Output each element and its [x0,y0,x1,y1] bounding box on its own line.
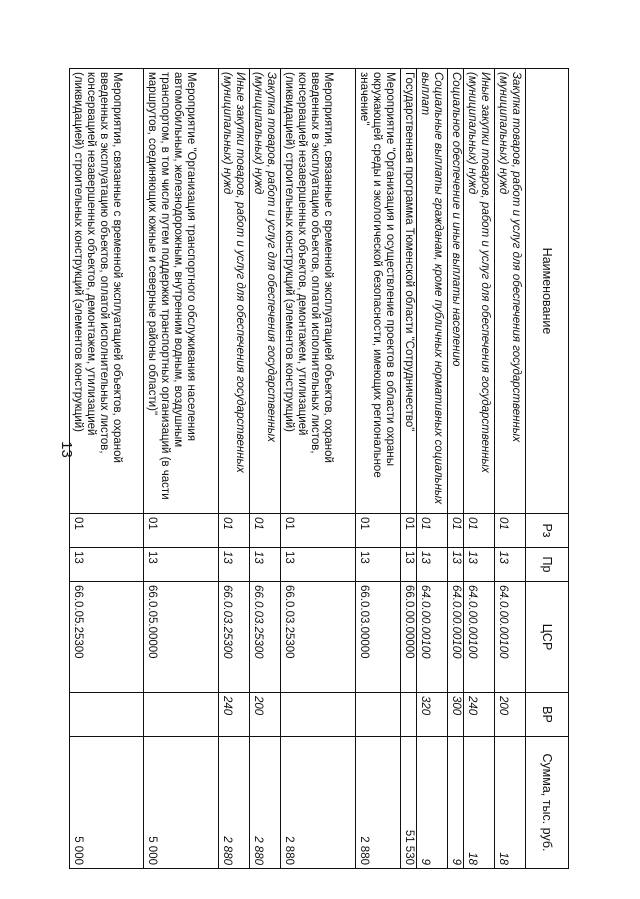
cell-vr [281,693,356,737]
cell-name: Закупка товаров, работ и услуг для обеспечения государственных (муниципальных) нужд [250,69,281,514]
table-row [417,69,448,869]
page-number: 13 [57,441,75,458]
cell-csr: 64.0.00.00100 [464,582,495,693]
cell-pr: 13 [70,548,144,582]
cell-name: Мероприятие "Организация транспортного обслуживания населения автомобильным, железнодорожным, внутренним водным, воздушным транспортом, в том числе путем поддержки транспортных организаций (в части маршрутов, соединяющих южные и северные районы области)" [144,69,219,514]
cell-csr: 64.0.00.00100 [417,582,448,693]
header-vr: ВР [526,693,569,737]
table-row [219,69,250,869]
cell-pr: 13 [448,548,464,582]
cell-name: Иные закупки товаров, работ и услуг для обеспечения государственных (муниципальных) нужд [464,69,495,514]
cell-pr: 13 [356,548,401,582]
budget-table [69,68,569,869]
cell-vr: 240 [219,693,250,737]
cell-sum: 51 530 [401,737,417,869]
table-row [448,69,464,869]
cell-rz: 01 [464,514,495,548]
cell-pr: 13 [401,548,417,582]
cell-name: Мероприятие "Организация и осуществление проектов в области охраны окружающей среды и экологической безопасности, имеющих региональное значение" [356,69,401,514]
cell-sum: 18 [495,737,526,869]
cell-sum: 9 [417,737,448,869]
cell-csr: 66.0.03.25300 [219,582,250,693]
cell-csr: 66.0.00.00000 [401,582,417,693]
cell-vr: 200 [495,693,526,737]
cell-vr [70,693,144,737]
cell-pr: 13 [219,548,250,582]
cell-sum: 9 [448,737,464,869]
cell-name: Социальное обеспечение и иные выплаты населению [448,69,464,514]
cell-name: Закупка товаров, работ и услуг для обеспечения государственных (муниципальных) нужд [495,69,526,514]
cell-csr: 64.0.00.00100 [495,582,526,693]
cell-rz: 01 [356,514,401,548]
cell-pr: 13 [464,548,495,582]
cell-name: Иные закупки товаров, работ и услуг для обеспечения государственных (муниципальных) нужд [219,69,250,514]
cell-csr: 66.0.03.25300 [281,582,356,693]
cell-vr: 320 [417,693,448,737]
cell-csr: 64.0.00.00100 [448,582,464,693]
header-csr: ЦСР [526,582,569,693]
header-rz: Рз [526,514,569,548]
header-sum: Сумма, тыс. руб. [526,737,569,869]
cell-rz: 01 [144,514,219,548]
cell-name: Мероприятия, связанные с временной эксплуатацией объектов, охраной введенных в эксплуатацию объектов, оплатой исполнительных листов, консервацией незавершенных объектов, демонтажем, утилизацией (ликвидацией) строительных конструкций (элементов конструкций) [70,69,144,514]
cell-rz: 01 [495,514,526,548]
cell-csr: 66.0.05.25300 [70,582,144,693]
cell-csr: 66.0.03.25300 [250,582,281,693]
cell-rz: 01 [401,514,417,548]
cell-sum: 2 880 [281,737,356,869]
header-pr: Пр [526,548,569,582]
cell-csr: 66.0.03.00000 [356,582,401,693]
header-name: Наименование [526,69,569,514]
table-header-row [526,69,569,869]
cell-sum: 2 880 [250,737,281,869]
cell-rz: 01 [70,514,144,548]
table-row [250,69,281,869]
cell-vr: 240 [464,693,495,737]
table-row [70,69,144,869]
cell-sum: 2 880 [356,737,401,869]
table-row [495,69,526,869]
table-row [401,69,417,869]
cell-vr [401,693,417,737]
table-row [464,69,495,869]
cell-name: Социальные выплаты гражданам, кроме публичных нормативных социальных выплат [417,69,448,514]
table-row [356,69,401,869]
table-body [70,69,526,869]
cell-sum: 2 880 [219,737,250,869]
cell-rz: 01 [448,514,464,548]
cell-pr: 13 [144,548,219,582]
cell-vr: 300 [448,693,464,737]
cell-vr [144,693,219,737]
table-row [281,69,356,869]
cell-csr: 66.0.05.00000 [144,582,219,693]
budget-table-frame [72,68,569,868]
cell-rz: 01 [417,514,448,548]
cell-pr: 13 [250,548,281,582]
cell-sum: 18 [464,737,495,869]
cell-sum: 5 000 [144,737,219,869]
table-row [144,69,219,869]
cell-rz: 01 [219,514,250,548]
cell-vr [356,693,401,737]
cell-rz: 01 [250,514,281,548]
cell-name: Мероприятия, связанные с временной эксплуатацией объектов, охраной введенных в эксплуатацию объектов, оплатой исполнительных листов, консервацией незавершенных объектов, демонтажем, утилизацией (ликвидацией) строительных конструкций (элементов конструкций) [281,69,356,514]
cell-pr: 13 [495,548,526,582]
cell-pr: 13 [281,548,356,582]
cell-vr: 200 [250,693,281,737]
cell-rz: 01 [281,514,356,548]
cell-sum: 5 000 [70,737,144,869]
cell-name: Государственная программа Тюменской области "Сотрудничество" [401,69,417,514]
cell-pr: 13 [417,548,448,582]
